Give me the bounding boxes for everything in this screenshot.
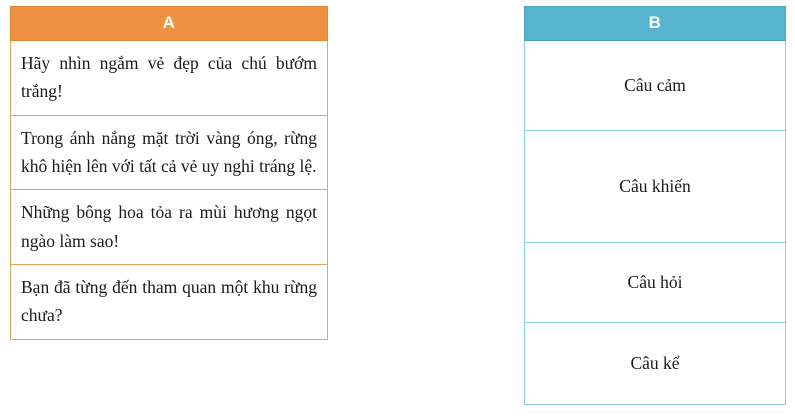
column-b — [524, 6, 786, 405]
column-a — [10, 6, 328, 340]
column-b-item-2[interactable]: Câu khiến — [524, 131, 786, 243]
column-b-header: B — [524, 6, 786, 41]
column-a-item-3[interactable]: Những bông hoa tỏa ra mùi hương ngọt ngào làm sao! — [10, 190, 328, 265]
column-b-item-3[interactable]: Câu hỏi — [524, 243, 786, 323]
column-a-header: A — [10, 6, 328, 41]
column-b-item-4[interactable]: Câu kể — [524, 323, 786, 405]
column-b-item-1[interactable]: Câu cảm — [524, 41, 786, 131]
column-a-item-4[interactable]: Bạn đã từng đến tham quan một khu rừng chưa? — [10, 265, 328, 340]
column-a-item-2[interactable]: Trong ánh nắng mặt trời vàng óng, rừng khô hiện lên với tất cả vẻ uy nghi tráng lệ. — [10, 116, 328, 191]
column-a-item-1[interactable]: Hãy nhìn ngắm vẻ đẹp của chú bướm trắng! — [10, 41, 328, 116]
